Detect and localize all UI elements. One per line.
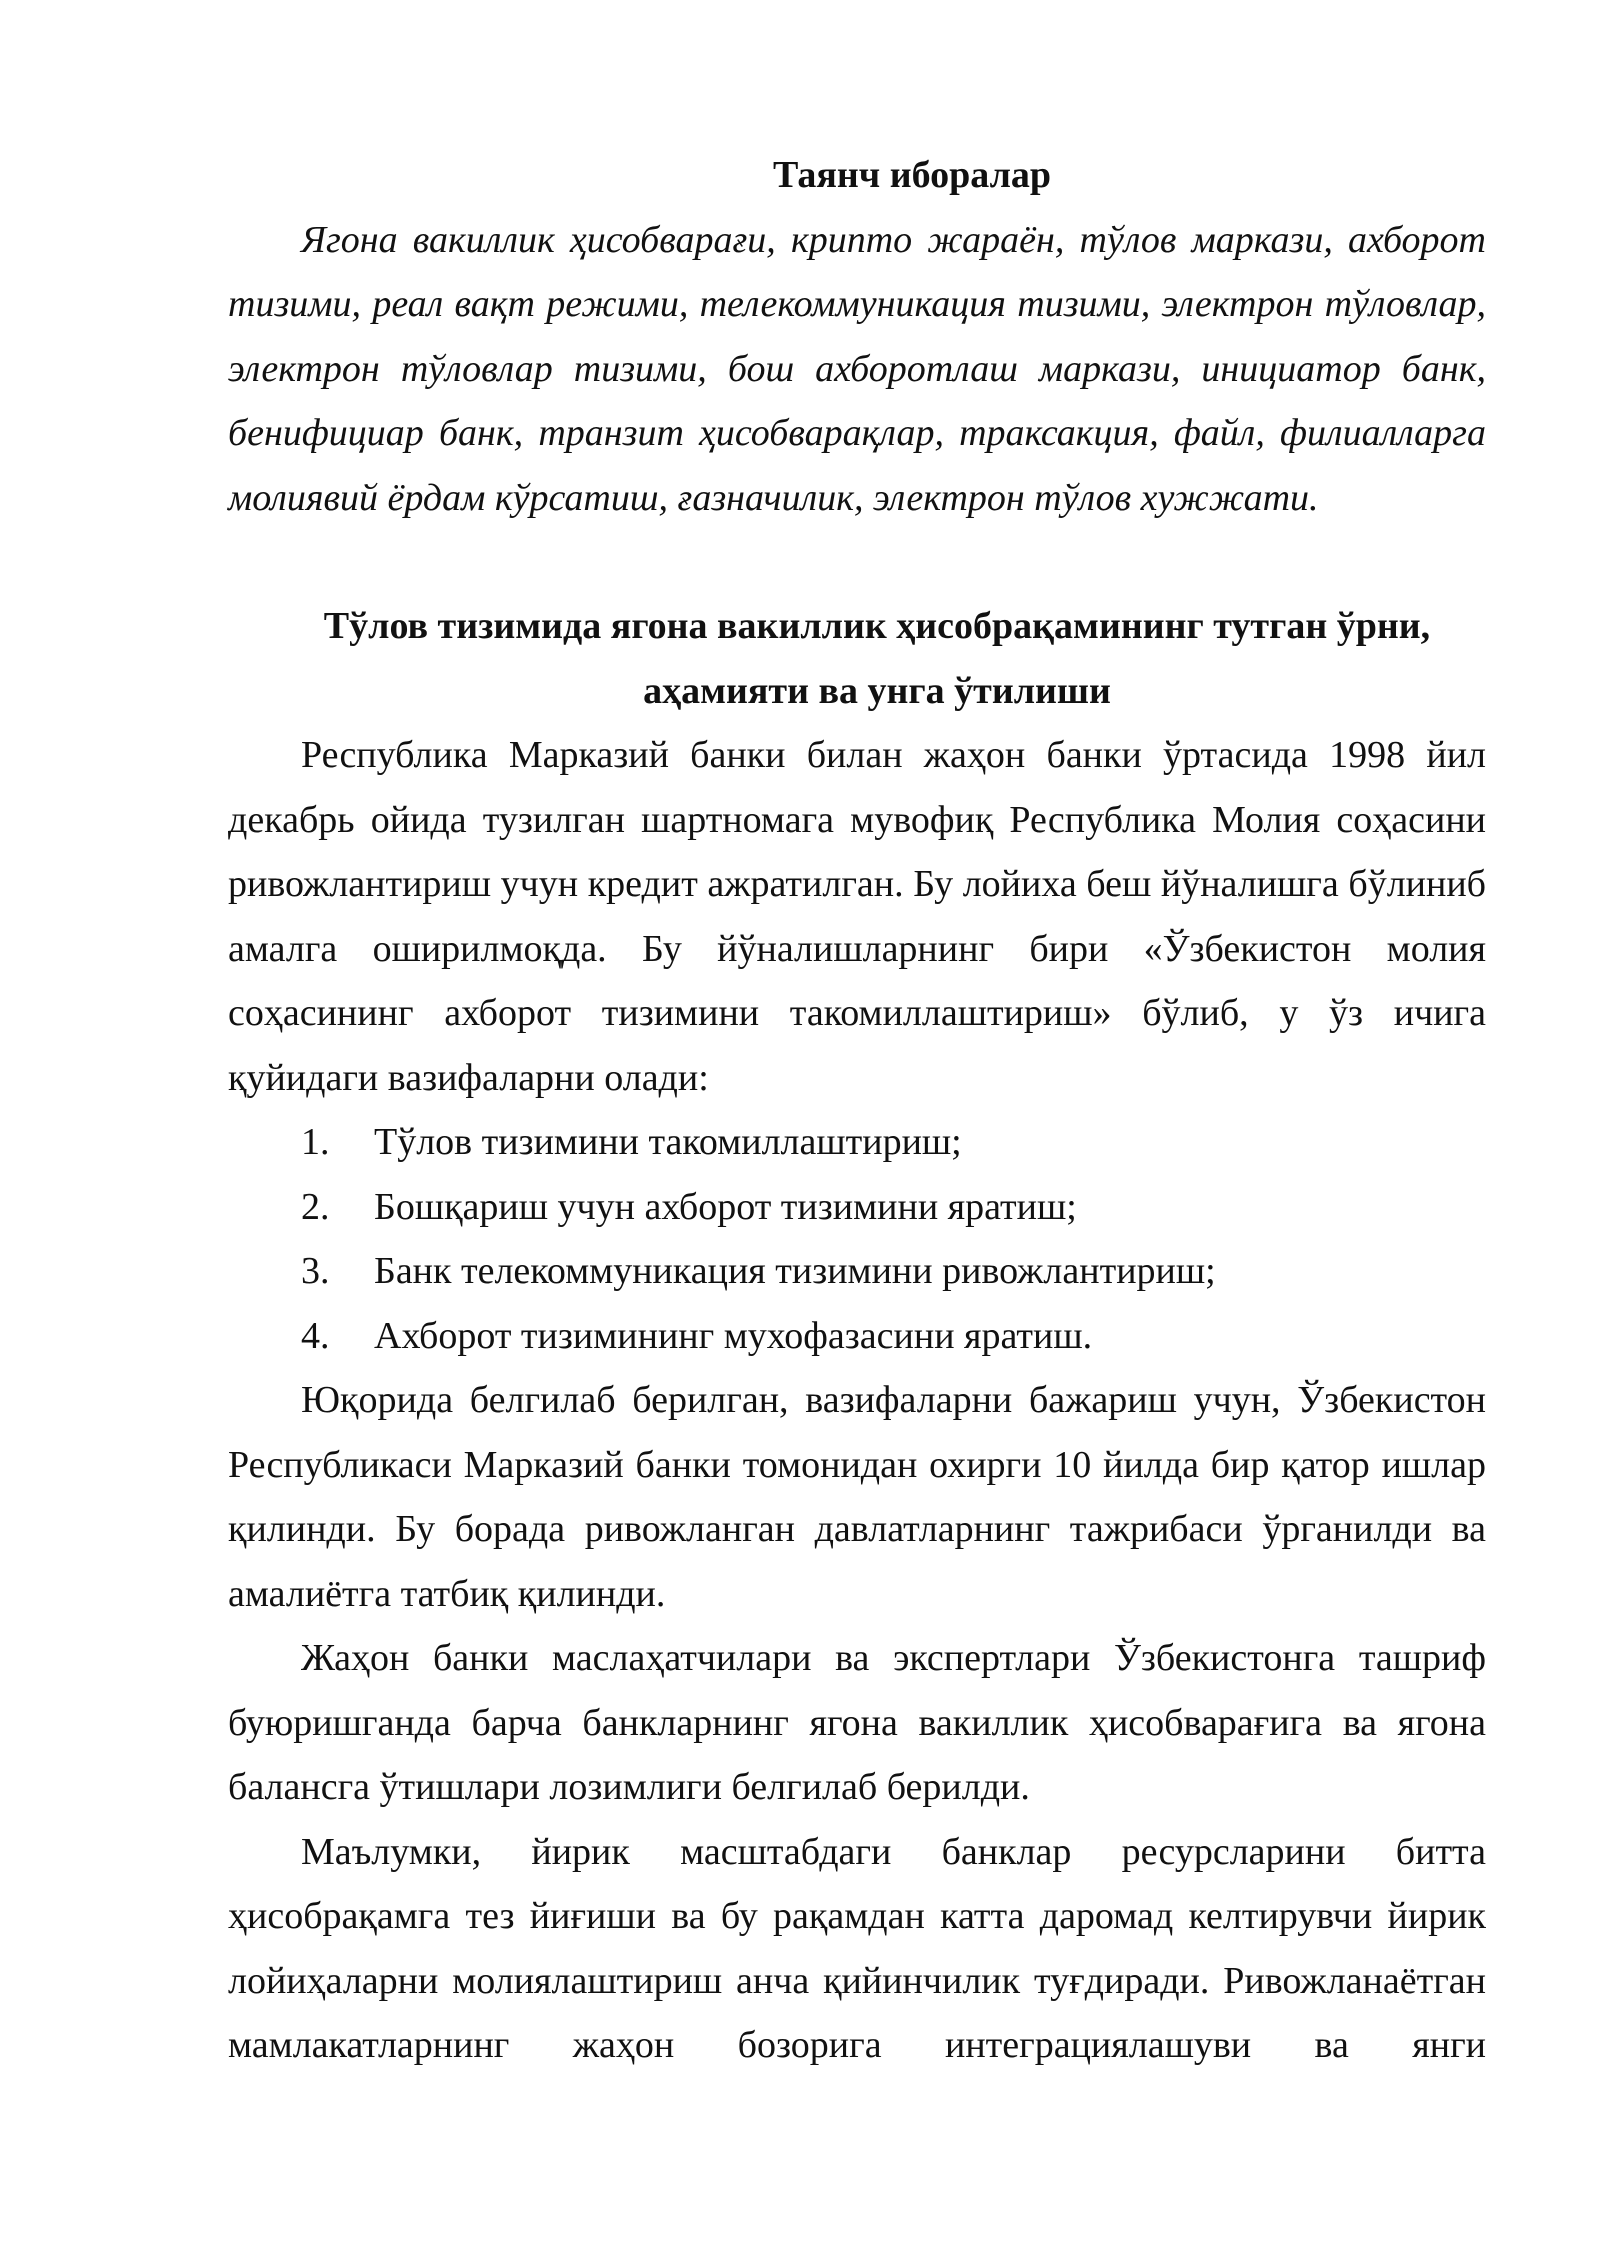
- section-title-line1: Тўлов тизимида ягона вакиллик ҳисобрақамининг тутган ўрни,: [323, 605, 1431, 647]
- keywords-text: Ягона вакиллик ҳисобварағи, крипто жараён, тўлов маркази, ахборот тизими, реал вақт режими, телекоммуникация тизими, электрон тўловлар, электрон тўловлар тизими, бош ахборотлаш маркази, инициатор банк, бенифициар банк, транзит ҳисобварақлар, траксакция, файл, филиалларга молиявий ёрдам кўрсатиш, ғазначилик, электрон тўлов хужжати.: [228, 218, 1486, 519]
- section-spacer: [228, 530, 1486, 594]
- list-item-number: 4.: [301, 1314, 330, 1357]
- list-item-number: 2.: [301, 1185, 330, 1228]
- paragraph-1: Республика Марказий банки билан жаҳон банки ўртасида 1998 йил декабрь ойида тузилган шартномага мувофиқ Республика Молия соҳасини ривожлантириш учун кредит ажратилган. Бу лойиха беш йўналишга бўлиниб амалга оширилмоқда. Бу йўналишларнинг бири «Ўзбекистон молия соҳасининг ахборот тизимини такомиллаштириш» бўлиб, у ўз ичига қуйидаги вазифаларни олади:: [228, 734, 1486, 1099]
- paragraph-3: Жаҳон банки маслаҳатчилари ва экспертлари Ўзбекистонга ташриф буюришганда барча банкларнинг ягона вакиллик ҳисобварағига ва ягона балансга ўтишлари лозимлиги белгилаб берилди.: [228, 1637, 1486, 1808]
- list-item-text: Бошқариш учун ахборот тизимини яратиш;: [374, 1185, 1077, 1228]
- list-item-text: Банк телекоммуникация тизимини ривожлантириш;: [374, 1250, 1216, 1292]
- list-item: [228, 1175, 1486, 1240]
- list-item-number: 1.: [301, 1121, 330, 1163]
- page-content: [228, 143, 1486, 2078]
- list-item: [228, 1239, 1486, 1304]
- list-item-number: 3.: [301, 1250, 330, 1292]
- list-item-text: Тўлов тизимини такомиллаштириш;: [374, 1121, 962, 1163]
- list-item-text: Ахборот тизимининг мухофазасини яратиш.: [374, 1314, 1093, 1357]
- task-list: [228, 1110, 1486, 1368]
- section-title-line2: аҳамияти ва унга ўтилиши: [643, 669, 1111, 712]
- list-item: [228, 1304, 1486, 1369]
- paragraph-4: Маълумки, йирик масштабдаги банклар ресурсларини битта ҳисобрақамга тез йиғиши ва бу рақамдан катта даромад келтирувчи йирик лойиҳаларни молиялаштириш анча қийинчилик туғдиради. Ривожланаётган мамлакатларнинг жаҳон бозорига интеграциялашуви ва янги: [228, 1830, 1486, 2066]
- paragraph-2: Юқорида белгилаб берилган, вазифаларни бажариш учун, Ўзбекистон Республикаси Марказий банки томонидан охирги 10 йилда бир қатор ишлар қилинди. Бу борада ривожланган давлатларнинг тажрибаси ўрганилди ва амалиётга татбиқ қилинди.: [228, 1379, 1486, 1615]
- list-item: [228, 1110, 1486, 1175]
- keywords-title: Таянч иборалар: [772, 154, 1052, 196]
